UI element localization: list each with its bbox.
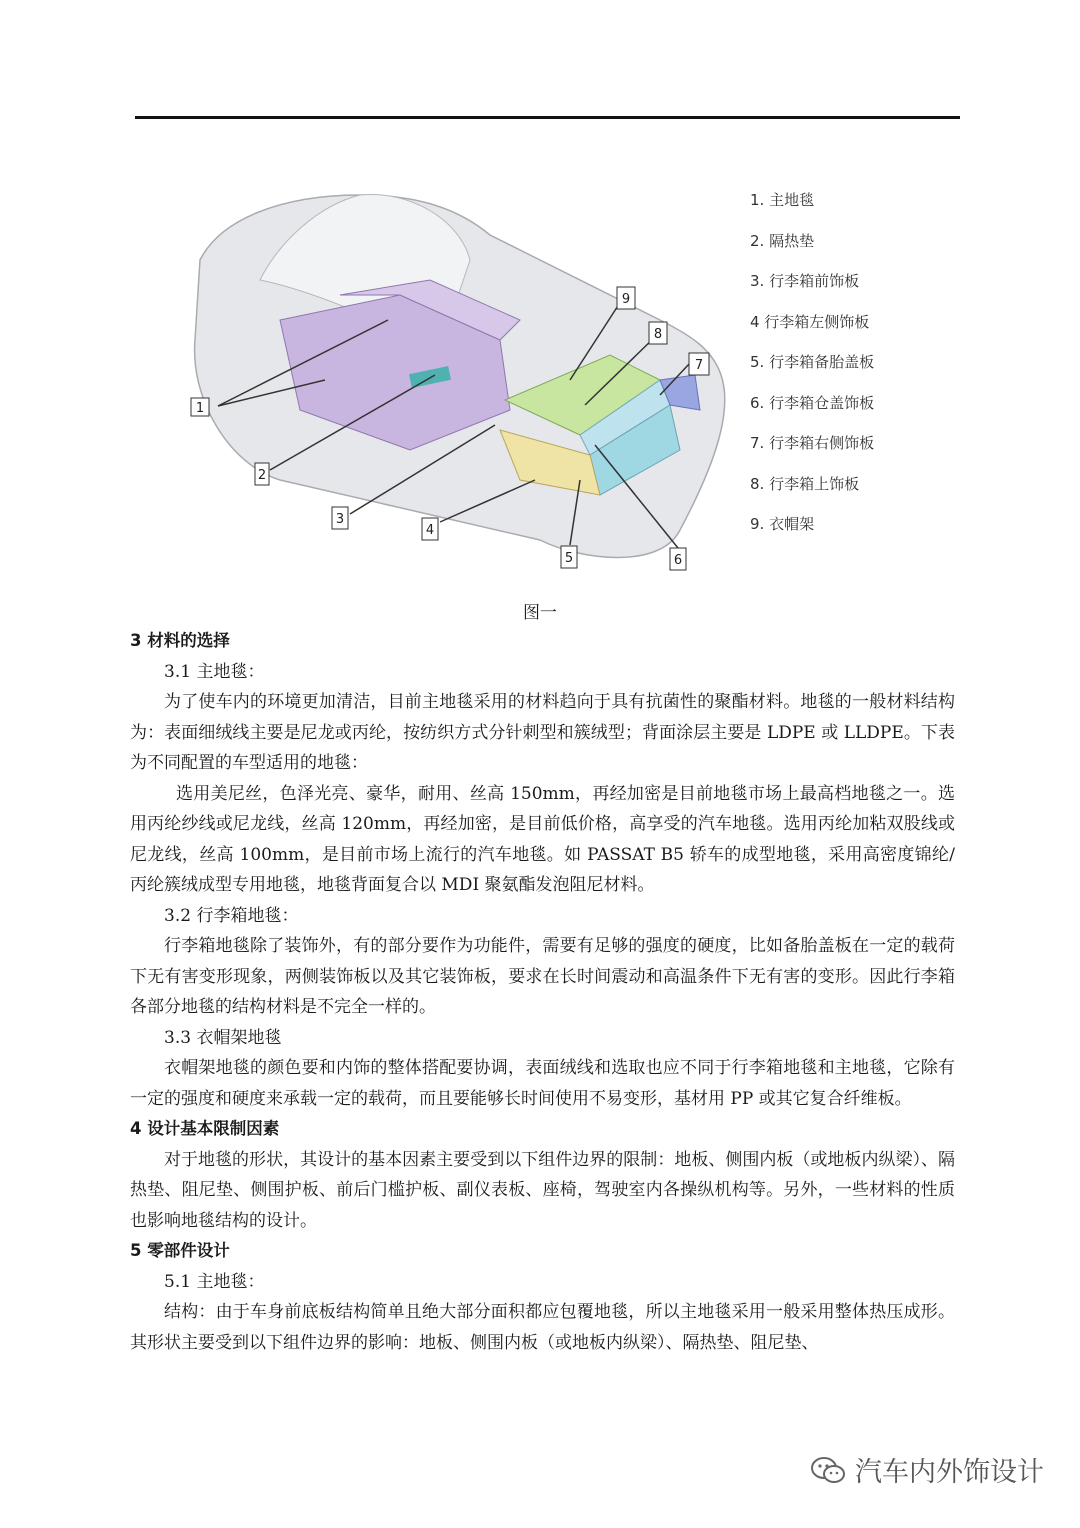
svg-text:1: 1 (195, 401, 205, 416)
callout-1 (191, 398, 209, 416)
svg-text:8: 8 (653, 327, 663, 342)
figure-legend (750, 191, 874, 533)
callout-7 (689, 353, 709, 375)
callout-4 (422, 518, 438, 540)
paragraph: 行李箱地毯除了装饰外，有的部分要作为功能件，需要有足够的强度的硬度，比如备胎盖板在一定的载荷下无有害变形现象，两侧装饰板以及其它装饰板，要求在长时间震动和高温条件下无有害的变形。因此行李箱各部分地毯的结构材料是不完全一样的。 (130, 936, 955, 1017)
watermark (809, 1450, 1044, 1489)
legend-item: 7. 行李箱右侧饰板 (750, 434, 875, 452)
callout-2 (255, 463, 269, 485)
figure-caption: 图一 (523, 603, 557, 623)
document-body (130, 626, 955, 1358)
legend-item: 4 行李箱左侧饰板 (750, 313, 870, 331)
paragraph: 对于地毯的形状，其设计的基本因素主要受到以下组件边界的限制：地板、侧围内板（或地板内纵梁）、隔热垫、阻尼垫、侧围护板、前后门槛护板、副仪表板、座椅，驾驶室内各操纵机构等。另外，一些材料的性质也影响地毯结构的设计。 (130, 1149, 955, 1231)
wechat-icon (809, 1455, 847, 1485)
svg-text:2: 2 (257, 468, 267, 483)
callout-5 (561, 546, 577, 568)
callout-3 (332, 507, 348, 529)
subsection-heading: 3.2 行李箱地毯： (164, 905, 299, 926)
paragraph: 结构：由于车身前底板结构简单且绝大部分面积都应包覆地毯，所以主地毯采用一般采用整体热压成形。其形状主要受到以下组件边界的影响：地板、侧围内板（或地板内纵梁）、隔热垫、阻尼垫、 (130, 1302, 955, 1353)
callout-6 (670, 548, 686, 570)
paragraph: 为了使车内的环境更加清洁，目前主地毯采用的材料趋向于具有抗菌性的聚酯材料。地毯的一般材料结构为：表面细绒线主要是尼龙或丙纶，按纺织方式分针刺型和簇绒型；背面涂层主要是 LDPE 或 LLDPE。下表为不同配置的车型适用的地毯： (130, 692, 955, 773)
header-rule (135, 116, 960, 119)
legend-item: 5. 行李箱备胎盖板 (750, 353, 875, 371)
subsection-heading: 5.1 主地毯： (164, 1271, 265, 1292)
subsection-heading: 3.1 主地毯： (164, 661, 265, 682)
legend-item: 6. 行李箱仓盖饰板 (750, 394, 875, 412)
callout-9 (617, 287, 635, 309)
svg-text:9: 9 (621, 292, 631, 307)
legend-item: 8. 行李箱上饰板 (750, 475, 860, 493)
watermark-text: 汽车内外饰设计 (855, 1457, 1044, 1488)
paragraph: 衣帽架地毯的颜色要和内饰的整体搭配要协调，表面绒线和选取也应不同于行李箱地毯和主地毯，它除有一定的强度和硬度来承载一定的载荷，而且要能够长时间使用不易变形，基材用 PP 或其它复合纤维板。 (130, 1058, 955, 1109)
section-heading: 4 设计基本限制因素 (130, 1119, 280, 1138)
svg-text:4: 4 (425, 523, 435, 538)
callout-8 (649, 322, 667, 344)
svg-text:3: 3 (335, 512, 345, 527)
legend-item: 9. 衣帽架 (750, 515, 815, 533)
section-heading: 5 零部件设计 (130, 1241, 230, 1260)
svg-text:6: 6 (673, 553, 683, 568)
legend-item: 1. 主地毯 (750, 191, 815, 209)
paragraph: 选用美尼丝，色泽光亮、豪华，耐用、丝高 150mm，再经加密是目前地毯市场上最高档地毯之一。选用丙纶纱线或尼龙线，丝高 120mm，再经加密，是目前低价格，高享受的汽车地毯。选用丙纶加粘双股线或尼龙线，丝高 100mm，是目前市场上流行的汽车地毯。如 PASSAT B5 轿车的成型地毯，采用高密度锦纶/丙纶簇绒成型专用地毯，地毯背面复合以 MDI 聚氨酯发泡阻尼材料。 (130, 783, 955, 895)
section-heading: 3 材料的选择 (130, 631, 230, 650)
svg-text:7: 7 (694, 358, 704, 373)
legend-item: 3. 行李箱前饰板 (750, 272, 860, 290)
legend-item: 2. 隔热垫 (750, 232, 815, 250)
subsection-heading: 3.3 衣帽架地毯 (164, 1027, 282, 1048)
svg-text:5: 5 (564, 551, 574, 566)
car-carpet-diagram (160, 150, 940, 590)
